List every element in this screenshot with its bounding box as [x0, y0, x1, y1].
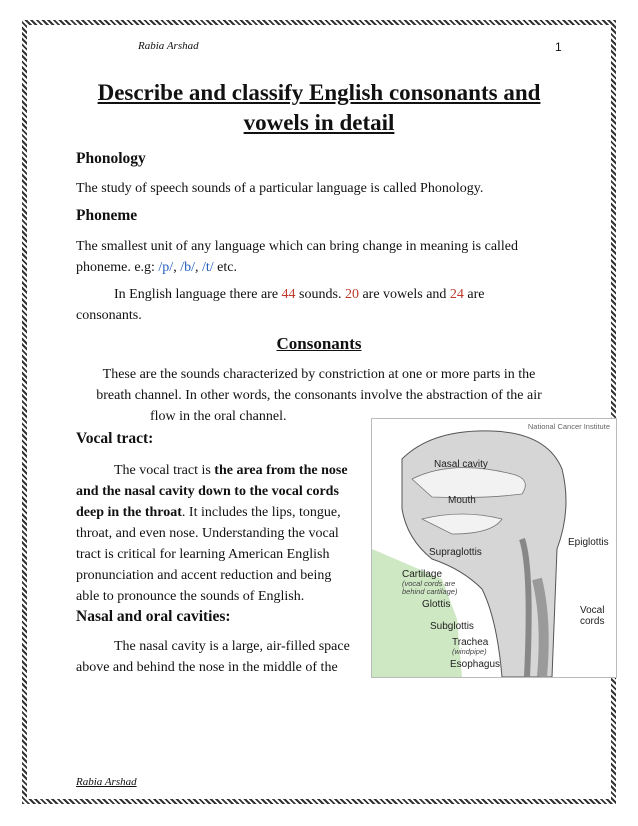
consonants-paragraph	[76, 364, 562, 406]
sounds-text-b: sounds.	[295, 287, 345, 302]
vt-line-1	[76, 460, 368, 481]
label-vocal-cords	[580, 605, 604, 627]
phonology-text: The study of speech sounds of a particular language is called Phonology.	[76, 181, 484, 196]
vt-text: The vocal tract is	[114, 463, 215, 478]
vt-line-4: throat, and even nose. Understanding the vocal	[76, 526, 339, 541]
vt-line-3	[76, 502, 368, 523]
consonants-line-1: These are the sounds characterized by constriction at one or more parts in the	[102, 367, 536, 382]
vocal-tract-diagram	[371, 418, 617, 678]
vt-line-7: able to pronounce the sounds of English.	[76, 589, 305, 604]
vt-line-2	[76, 481, 368, 502]
phoneme-line-2	[76, 257, 518, 278]
vt-bold-3: deep in the throat	[76, 505, 182, 520]
footer-author: Rabia Arshad	[76, 776, 137, 788]
sounds-line-1	[76, 284, 485, 305]
example-p: /p/	[158, 260, 174, 275]
phoneme-eg: phoneme. e.g:	[76, 260, 159, 275]
phoneme-paragraph	[76, 236, 518, 278]
example-t: /t/	[201, 260, 214, 275]
example-b: /b/	[180, 260, 195, 275]
page-number: 1	[555, 40, 562, 54]
label-trachea-text: Trachea	[452, 637, 489, 648]
heading-phonology: Phonology	[76, 150, 146, 167]
label-epiglottis: Epiglottis	[568, 537, 609, 548]
label-cartilage-text: Cartilage	[402, 569, 443, 580]
figure-source: National Cancer Institute	[527, 422, 610, 431]
count-vowels: 20	[344, 287, 359, 302]
heading-vocal-tract: Vocal tract:	[76, 430, 154, 447]
sounds-text-d: are	[463, 287, 485, 302]
sep: ,	[194, 260, 202, 275]
no-line-1: The nasal cavity is a large, air-filled space	[114, 639, 350, 654]
vocal-tract-paragraph	[76, 460, 368, 607]
vt-bold-1: the area from the nose	[214, 463, 348, 478]
label-cartilage-note-2: behind cartilage)	[402, 587, 458, 596]
label-windpipe: (windpipe)	[452, 647, 487, 656]
label-cartilage	[402, 569, 457, 596]
label-subglottis: Subglottis	[430, 621, 474, 632]
label-vocal-text: Vocal	[580, 605, 605, 616]
label-trachea	[452, 637, 488, 656]
vt-bold-2: and the nasal cavity down to the vocal cords	[76, 484, 339, 499]
label-glottis: Glottis	[422, 599, 451, 610]
label-cords-text: cords	[580, 616, 605, 627]
phoneme-line-1: The smallest unit of any language which can bring change in meaning is called	[76, 239, 519, 254]
heading-consonants: Consonants	[276, 334, 362, 353]
sounds-text-c: are vowels and	[358, 287, 450, 302]
sep: ,	[173, 260, 181, 275]
vt-text: . It includes the lips, tongue,	[181, 505, 341, 520]
sounds-text-a: In English language there are	[114, 287, 282, 302]
heading-nasal-oral: Nasal and oral cavities:	[76, 608, 231, 625]
nasal-oral-paragraph	[76, 636, 368, 678]
count-consonants: 24	[449, 287, 464, 302]
no-line-2: above and behind the nose in the middle of the	[76, 660, 338, 675]
label-cartilage-note-1: (vocal cords are	[402, 579, 456, 588]
label-nasal-cavity: Nasal cavity	[434, 459, 488, 470]
consonants-line-3: flow in the oral channel.	[150, 409, 287, 424]
phoneme-etc: etc.	[213, 260, 237, 275]
label-mouth: Mouth	[448, 495, 476, 506]
document-title: Describe and classify English consonants and vowels in detail	[97, 80, 541, 135]
consonants-line-2: breath channel. In other words, the consonants involve the abstraction of the air	[96, 388, 542, 403]
sounds-line-2: consonants.	[76, 308, 142, 323]
vt-line-6: pronunciation and accent reduction and being	[76, 568, 332, 583]
vocal-tract-illustration	[372, 419, 616, 677]
header-author: Rabia Arshad	[138, 40, 199, 52]
vt-line-5: tract is critical for learning American English	[76, 547, 330, 562]
sounds-paragraph	[76, 284, 485, 326]
label-esophagus: Esophagus	[450, 659, 501, 670]
count-total: 44	[281, 287, 296, 302]
heading-phoneme: Phoneme	[76, 207, 138, 224]
label-supraglottis: Supraglottis	[429, 547, 482, 558]
